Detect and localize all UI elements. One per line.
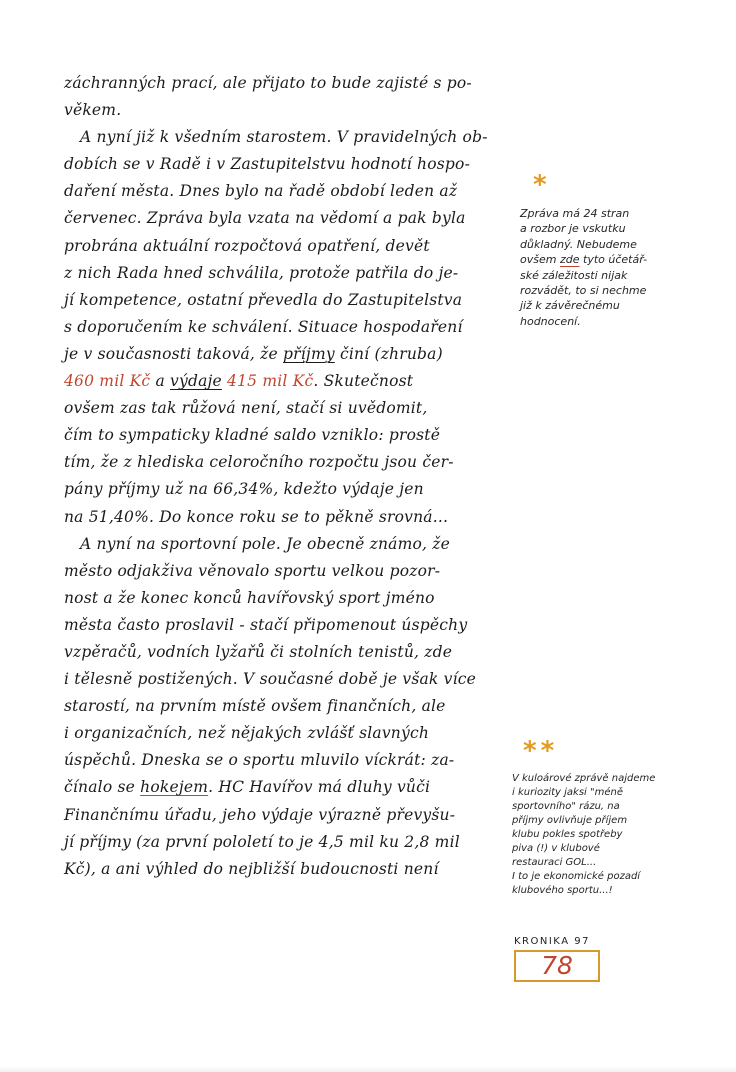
text-fragment: . Skutečnost xyxy=(313,372,414,391)
text-line: s doporučením ke schválení. Situace hospodaření xyxy=(64,317,463,336)
text-line: záchranných prací, ale přijato to bude zajisté s po- xyxy=(64,74,472,92)
note-line: Zpráva má 24 stran xyxy=(520,207,630,220)
note-line: klubového sportu...! xyxy=(512,885,613,896)
note-line: důkladný. Nebudeme xyxy=(520,237,637,251)
page-bottom-edge xyxy=(0,1066,736,1072)
note-line: I to je ekonomické pozadí xyxy=(512,871,641,882)
note-line: sportovního" rázu, na xyxy=(512,801,620,812)
note-line: rozvádět, to si nechme xyxy=(520,283,647,297)
note-line: ské záležitosti nijak xyxy=(520,268,628,282)
text-line: jí příjmy (za první pololetí to je 4,5 mil ku 2,8 mil xyxy=(64,832,460,851)
note-fragment: ovšem xyxy=(520,253,557,267)
text-line: vzpěračů, vodních lyžařů či stolních tenistů, zde xyxy=(64,642,453,661)
page-number: 78 xyxy=(541,951,573,980)
expenses-amount: 415 mil Kč xyxy=(227,372,314,391)
note-line: piva (!) v klubové xyxy=(512,843,600,854)
income-amount: 460 mil Kč xyxy=(64,372,151,391)
text-line: Finančnímu úřadu, jeho výdaje výrazně převyšu- xyxy=(64,805,456,824)
underlined-income-word: příjmy xyxy=(283,344,335,363)
text-line: jí kompetence, ostatní převedla do Zastupitelstva xyxy=(64,290,463,309)
text-line xyxy=(64,774,504,801)
text-line: nost a že konec konců havířovský sport jméno xyxy=(64,588,435,607)
text-fragment: . HC Havířov má dluhy vůči xyxy=(208,778,431,797)
note-fragment: tyto účetář- xyxy=(583,253,648,267)
text-line: starostí, na prvním místě ovšem finančních, ale xyxy=(64,697,446,716)
note-line: příjmy ovlivňuje příjem xyxy=(512,815,628,826)
text-fragment: a xyxy=(155,372,165,391)
text-line: ovšem zas tak růžová není, stačí si uvědomit, xyxy=(64,399,428,418)
text-line: probrána aktuální rozpočtová opatření, devět xyxy=(64,236,430,255)
text-line: tím, že z hlediska celoročního rozpočtu jsou čer- xyxy=(64,453,454,472)
text-line: i tělesně postižených. V současné době je však více xyxy=(64,670,477,689)
text-line: daření města. Dnes bylo na řadě období leden až xyxy=(64,182,458,201)
side-note-budget xyxy=(520,206,715,329)
text-line: město odjakživa věnovalo sportu velkou pozor- xyxy=(64,561,441,580)
text-fragment: činí (zhruba) xyxy=(339,344,443,363)
text-line xyxy=(64,341,504,368)
text-line: dobích se v Radě i v Zastupitelstvu hodnotí hospo- xyxy=(64,155,471,174)
text-fragment: je v současnosti taková, že xyxy=(64,344,278,363)
note-line: i kuriozity jaksi "méně xyxy=(512,787,623,798)
double-asterisk-marker-icon: ** xyxy=(523,736,559,766)
note-line: V kuloárové zprávě najdeme xyxy=(512,773,656,784)
text-line: červenec. Zpráva byla vzata na vědomí a pak byla xyxy=(64,209,466,228)
text-line: i organizačních, než nějakých zvlášť slavných xyxy=(64,724,430,743)
text-line: města často proslavil - stačí připomenout úspěchy xyxy=(64,615,468,634)
text-line: věkem. xyxy=(64,101,122,120)
text-line: na 51,40%. Do konce roku se to pěkně srovná... xyxy=(64,507,449,526)
underlined-here-word: zde xyxy=(559,253,580,267)
note-line: hodnocení. xyxy=(520,314,581,328)
main-text-block xyxy=(64,70,504,883)
note-line: a rozbor je vskutku xyxy=(520,222,626,236)
text-line: z nich Rada hned schválila, protože patřila do je- xyxy=(64,263,459,282)
text-line: Kč), a ani výhled do nejbližší budoucnosti není xyxy=(64,859,439,878)
underlined-expenses-word: výdaje xyxy=(170,372,222,391)
text-line xyxy=(64,368,504,395)
underlined-hockey-word: hokejem xyxy=(140,778,209,797)
text-line: čím to sympaticky kladné saldo vzniklo: prostě xyxy=(64,426,441,445)
text-line: úspěchů. Dneska se o sportu mluvilo víckrát: za- xyxy=(64,751,455,770)
text-line: A nyní na sportovní pole. Je obecně známo, že xyxy=(80,534,451,553)
asterisk-marker-icon: * xyxy=(533,170,547,200)
page-number-frame xyxy=(514,950,600,982)
note-line: restauraci GOL... xyxy=(512,857,597,868)
chronicle-label: KRONIKA 97 xyxy=(514,936,590,947)
text-line: pány příjmy už na 66,34%, kdežto výdaje jen xyxy=(64,480,424,499)
text-fragment: čínalo se xyxy=(64,778,136,797)
side-note-hockey xyxy=(512,772,702,898)
text-line: A nyní již k všedním starostem. V pravidelných ob- xyxy=(80,128,488,147)
note-line: klubu pokles spotřeby xyxy=(512,829,623,840)
note-line: již k závěrečnému xyxy=(520,299,620,313)
note-line xyxy=(520,252,715,267)
